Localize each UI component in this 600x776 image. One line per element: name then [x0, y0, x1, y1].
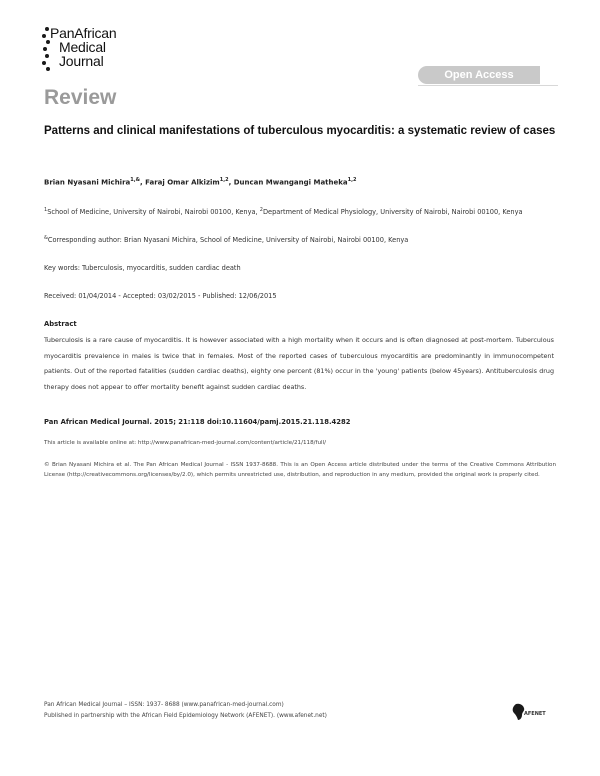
badge-divider: [418, 85, 558, 86]
author-affiliation-marker: 1,2: [219, 177, 229, 183]
author-affiliation-marker: 1,&: [130, 177, 141, 183]
open-access-badge: Open Access: [418, 66, 540, 84]
abstract-body: Tuberculosis is a rare cause of myocarditis. It is however associated with a high mortality when it occurs and is often diagnosed at post-mortem. Tuberculous myocarditis prevalence in males is twice that in females. Most of the reported cases of tuberculous myocarditis are predominantly in immunocompetent patients. Out of the reported fatalities (sudden cardiac deaths), eighty one percent (81%) occur in the 'young' patients (below 45years). Antituberculosis drug therapy does not appear to offer mortality benefit against sudden cardiac deaths.: [44, 336, 554, 391]
afenet-logo-text: AFENET: [524, 711, 546, 717]
available-online-link[interactable]: This article is available online at: http://www.panafrican-med-journal.com/content/article/21/118/full/: [44, 440, 327, 446]
author-separator: ,: [140, 178, 146, 187]
journal-logo: [42, 24, 152, 74]
corresponding-author: &Corresponding author: Brian Nyasani Michira, School of Medicine, University of Nairobi, Nairobi 00100, Kenya: [44, 235, 409, 245]
footer-issn: Pan African Medical Journal – ISSN: 1937- 8688 (www.panafrican-med-journal.com): [44, 702, 284, 708]
author-affiliation-marker: 1,2: [347, 177, 357, 183]
author-separator: ,: [228, 178, 234, 187]
article-type-heading: Review: [44, 86, 117, 109]
logo-line-3: Journal: [59, 53, 104, 69]
author-name: Faraj Omar Alkizim: [145, 178, 220, 187]
keywords: Key words: Tuberculosis, myocarditis, sudden cardiac death: [44, 264, 241, 272]
author-name: Brian Nyasani Michira: [44, 178, 131, 187]
article-title: Patterns and clinical manifestations of tuberculous myocarditis: a systematic review of cases: [44, 125, 556, 137]
author-name: Duncan Mwangangi Matheka: [233, 178, 348, 187]
logo-line-2: Medical: [59, 39, 106, 55]
logo-line-1: PanAfrican: [50, 25, 117, 41]
copyright-notice: © Brian Nyasani Michira et al. The Pan African Medical Journal - ISSN 1937-8688. This is an Open Access article distributed under the terms of the Creative Commons Attribution License (http://creativecommons.org/licenses/by/2.0), which permits unrestricted use, distribution, and reproduction in any medium, provided the original work is properly cited.: [44, 462, 556, 478]
citation: Pan African Medical Journal. 2015; 21:118 doi:10.11604/pamj.2015.21.118.4282: [44, 418, 351, 426]
footer-partnership: Published in partnership with the African Field Epidemiology Network (AFENET). (www.afenet.net): [44, 713, 327, 719]
publication-dates: Received: 01/04/2014 - Accepted: 03/02/2015 - Published: 12/06/2015: [44, 292, 277, 300]
author-list: [44, 177, 356, 186]
affiliations: $^1$School of Medicine, University of Nairobi, Nairobi 00100, Kenya, $^2$Department of Medical Physiology, University of Nairobi, Nairobi 00100, Kenya: [44, 207, 523, 217]
abstract-heading: Abstract: [44, 320, 77, 328]
